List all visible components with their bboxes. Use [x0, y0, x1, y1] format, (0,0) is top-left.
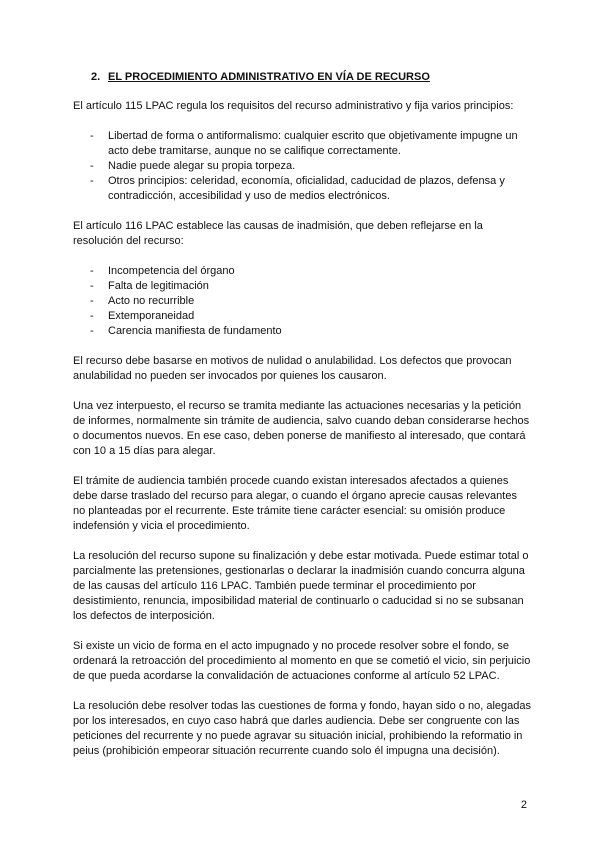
paragraph-retroaction: Si existe un vicio de forma en el acto impugnado y no procede resolver sobre el fondo, se ordenará la retroacción del procedimiento al momento en que se cometió el vicio, sin perjuicio de que pueda acordarse la convalidación de actuaciones conforme al artículo 52 LPAC.	[73, 640, 531, 682]
inadmission-causes-list	[73, 264, 531, 339]
list-item: - Incompetencia del órgano	[73, 264, 531, 279]
list-item: - Nadie puede alegar su propia torpeza.	[73, 159, 531, 174]
paragraph-congruence: La resolución debe resolver todas las cuestiones de forma y fondo, hayan sido o no, alegadas por los interesados, en cuyo caso habrá que darles audiencia. Debe ser congruente con las peticiones del recurrente y no puede agravar su situación inicial, prohibiendo la reformatio in peius (prohibición empeorar situación recurrente cuando solo él impugna una decisión).	[73, 700, 532, 757]
section-heading	[91, 70, 531, 85]
list-item: - Carencia manifiesta de fundamento	[73, 324, 531, 339]
paragraph-principles-intro: El artículo 115 LPAC regula los requisitos del recurso administrativo y fija varios principios:	[73, 100, 514, 112]
section-title: EL PROCEDIMIENTO ADMINISTRATIVO EN VÍA DE RECURSO	[108, 71, 430, 83]
principles-list	[73, 129, 531, 204]
list-item: - Libertad de forma o antiformalismo: cualquier escrito que objetivamente impugne un acto debe tramitarse, aunque no se califique correctamente.	[73, 129, 531, 159]
paragraph-grounds: El recurso debe basarse en motivos de nulidad o anulabilidad. Los defectos que provocan anulabilidad no pueden ser invocados por quienes los causaron.	[73, 355, 512, 382]
page-number: 2	[520, 799, 527, 811]
list-item: - Acto no recurrible	[73, 294, 531, 309]
paragraph-inadmission-intro: El artículo 116 LPAC establece las causas de inadmisión, que deben reflejarse en la resolución del recurso:	[73, 220, 483, 247]
list-item: - Extemporaneidad	[73, 309, 531, 324]
paragraph-processing: Una vez interpuesto, el recurso se tramita mediante las actuaciones necesarias y la petición de informes, normalmente sin trámite de audiencia, salvo cuando deban considerarse hechos o documentos nuevos. En ese caso, deben ponerse de manifiesto al interesado, que contará con 10 a 15 días para alegar.	[73, 400, 530, 457]
paragraph-resolution: La resolución del recurso supone su finalización y debe estar motivada. Puede estimar total o parcialmente las pretensiones, gestionarlas o declarar la inadmisión cuando concurra alguna de las causas del artículo 116 LPAC. También puede terminar el procedimiento por desistimiento, renuncia, imposibilidad material de continuarlo o caducidad si no se subsanan los defectos de interposición.	[73, 550, 529, 622]
list-item: - Otros principios: celeridad, economía, oficialidad, caducidad de plazos, defensa y contradicción, accesibilidad y uso de medios electrónicos.	[73, 174, 531, 204]
paragraph-hearing: El trámite de audiencia también procede cuando existan interesados afectados a quienes debe darse traslado del recurso para alegar, o cuando el órgano aprecie causas relevantes no planteadas por el recurrente. Este trámite tiene carácter esencial: su omisión produce indefensión y vicia el procedimiento.	[73, 475, 517, 532]
section-number: 2.	[91, 71, 101, 83]
page-content	[73, 70, 531, 774]
list-item: - Falta de legitimación	[73, 279, 531, 294]
